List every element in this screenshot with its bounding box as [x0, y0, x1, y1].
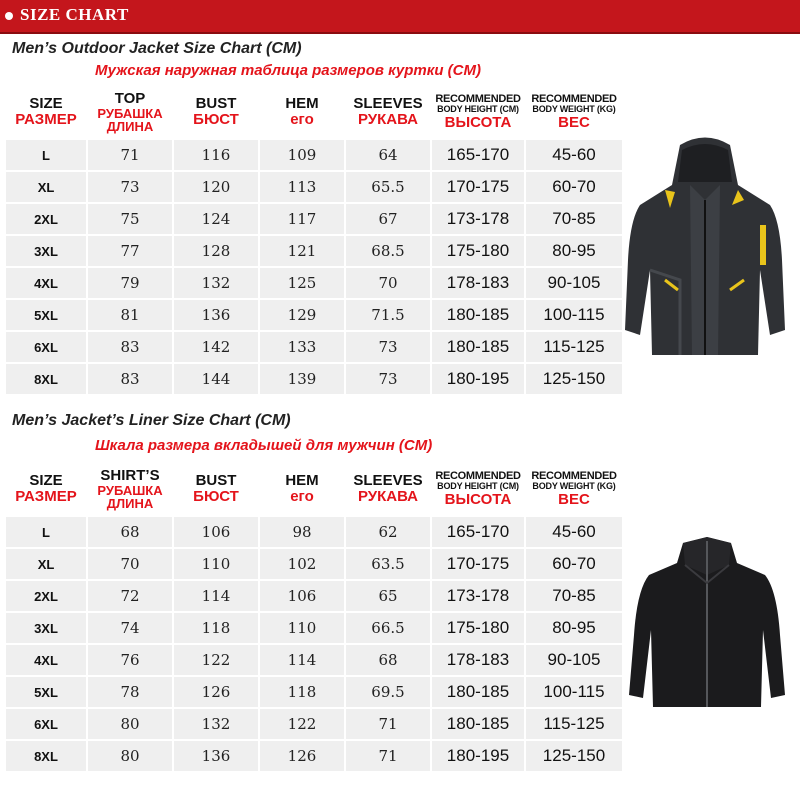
cell-bust: 136	[174, 300, 258, 330]
table-row	[6, 268, 622, 298]
cell-hem: 139	[260, 364, 344, 394]
table-row	[6, 677, 622, 707]
header-weight: RECOMMENDED BODY WEIGHT (KG) ВЕС	[526, 463, 622, 515]
cell-size: 4XL	[6, 645, 86, 675]
cell-top-length: 75	[88, 204, 172, 234]
cell-sleeves: 62	[346, 517, 430, 547]
header-hem: HEM его	[260, 463, 344, 515]
cell-hem: 110	[260, 613, 344, 643]
cell-hem: 129	[260, 300, 344, 330]
cell-hem: 118	[260, 677, 344, 707]
cell-hem: 117	[260, 204, 344, 234]
cell-sleeves: 73	[346, 364, 430, 394]
cell-bust: 132	[174, 709, 258, 739]
table-row	[6, 613, 622, 643]
cell-sleeves: 71.5	[346, 300, 430, 330]
cell-top-length: 74	[88, 613, 172, 643]
table-row	[6, 709, 622, 739]
liner-chart-title-ru: Шкала размера вкладышей для мужчин (СМ)	[95, 437, 433, 454]
cell-top-length: 81	[88, 300, 172, 330]
cell-bust: 120	[174, 172, 258, 202]
table-row	[6, 549, 622, 579]
table-header-row	[6, 463, 622, 515]
cell-top-length: 79	[88, 268, 172, 298]
cell-height: 165-170	[432, 517, 524, 547]
outdoor-size-table	[4, 84, 624, 396]
header-bust: BUST БЮСТ	[174, 86, 258, 138]
size-chart-banner	[0, 0, 800, 34]
outdoor-chart-title: Men’s Outdoor Jacket Size Chart (CM)	[12, 40, 302, 57]
cell-sleeves: 71	[346, 741, 430, 771]
cell-height: 180-185	[432, 709, 524, 739]
cell-bust: 110	[174, 549, 258, 579]
cell-height: 170-175	[432, 172, 524, 202]
cell-top-length: 80	[88, 741, 172, 771]
cell-weight: 100-115	[526, 677, 622, 707]
cell-size: XL	[6, 172, 86, 202]
cell-weight: 90-105	[526, 268, 622, 298]
cell-top-length: 80	[88, 709, 172, 739]
cell-size: L	[6, 517, 86, 547]
header-bust: BUST БЮСТ	[174, 463, 258, 515]
cell-height: 165-170	[432, 140, 524, 170]
cell-weight: 80-95	[526, 236, 622, 266]
cell-sleeves: 69.5	[346, 677, 430, 707]
table-header-row	[6, 86, 622, 138]
header-hem: HEM его	[260, 86, 344, 138]
cell-weight: 80-95	[526, 613, 622, 643]
table-row	[6, 172, 622, 202]
cell-top-length: 68	[88, 517, 172, 547]
cell-top-length: 72	[88, 581, 172, 611]
cell-size: 6XL	[6, 332, 86, 362]
cell-height: 180-195	[432, 741, 524, 771]
cell-height: 173-178	[432, 581, 524, 611]
outdoor-chart-title-ru: Мужская наружная таблица размеров куртки (СМ)	[95, 62, 481, 79]
cell-weight: 90-105	[526, 645, 622, 675]
cell-bust: 106	[174, 517, 258, 547]
cell-height: 178-183	[432, 645, 524, 675]
cell-hem: 122	[260, 709, 344, 739]
header-sleeves: SLEEVES РУКАВА	[346, 86, 430, 138]
header-weight: RECOMMENDED BODY WEIGHT (KG) ВЕС	[526, 86, 622, 138]
cell-hem: 113	[260, 172, 344, 202]
cell-hem: 109	[260, 140, 344, 170]
cell-top-length: 78	[88, 677, 172, 707]
table-row	[6, 645, 622, 675]
table-row	[6, 581, 622, 611]
header-height: RECOMMENDED BODY HEIGHT (CM) ВЫСОТА	[432, 463, 524, 515]
cell-top-length: 83	[88, 332, 172, 362]
cell-weight: 70-85	[526, 204, 622, 234]
cell-sleeves: 71	[346, 709, 430, 739]
cell-bust: 136	[174, 741, 258, 771]
cell-bust: 124	[174, 204, 258, 234]
cell-weight: 45-60	[526, 517, 622, 547]
cell-top-length: 76	[88, 645, 172, 675]
cell-sleeves: 68.5	[346, 236, 430, 266]
liner-size-table	[4, 461, 624, 773]
cell-bust: 122	[174, 645, 258, 675]
cell-bust: 132	[174, 268, 258, 298]
cell-size: 4XL	[6, 268, 86, 298]
cell-bust: 128	[174, 236, 258, 266]
cell-height: 180-185	[432, 300, 524, 330]
table-row	[6, 236, 622, 266]
cell-top-length: 73	[88, 172, 172, 202]
cell-hem: 114	[260, 645, 344, 675]
table-row	[6, 517, 622, 547]
cell-weight: 125-150	[526, 741, 622, 771]
cell-size: 6XL	[6, 709, 86, 739]
cell-size: 2XL	[6, 581, 86, 611]
cell-weight: 115-125	[526, 332, 622, 362]
header-height: RECOMMENDED BODY HEIGHT (CM) ВЫСОТА	[432, 86, 524, 138]
cell-weight: 100-115	[526, 300, 622, 330]
cell-top-length: 77	[88, 236, 172, 266]
cell-height: 175-180	[432, 236, 524, 266]
banner-title: SIZE CHART	[20, 5, 129, 24]
liner-jacket-image	[625, 535, 790, 715]
outdoor-jacket-image	[620, 130, 790, 370]
cell-hem: 133	[260, 332, 344, 362]
cell-sleeves: 66.5	[346, 613, 430, 643]
cell-hem: 102	[260, 549, 344, 579]
cell-weight: 125-150	[526, 364, 622, 394]
cell-size: XL	[6, 549, 86, 579]
cell-sleeves: 70	[346, 268, 430, 298]
cell-size: L	[6, 140, 86, 170]
cell-bust: 116	[174, 140, 258, 170]
header-shirt: SHIRT’S РУБАШКА ДЛИНА	[88, 463, 172, 515]
table-row	[6, 300, 622, 330]
table-row	[6, 741, 622, 771]
cell-size: 3XL	[6, 613, 86, 643]
cell-sleeves: 67	[346, 204, 430, 234]
cell-sleeves: 65	[346, 581, 430, 611]
cell-size: 8XL	[6, 741, 86, 771]
bullet-icon	[5, 12, 13, 20]
cell-height: 170-175	[432, 549, 524, 579]
cell-hem: 125	[260, 268, 344, 298]
cell-bust: 126	[174, 677, 258, 707]
cell-hem: 126	[260, 741, 344, 771]
cell-weight: 60-70	[526, 549, 622, 579]
cell-weight: 45-60	[526, 140, 622, 170]
table-row	[6, 140, 622, 170]
cell-hem: 106	[260, 581, 344, 611]
cell-size: 8XL	[6, 364, 86, 394]
cell-size: 5XL	[6, 300, 86, 330]
cell-bust: 118	[174, 613, 258, 643]
cell-hem: 121	[260, 236, 344, 266]
cell-sleeves: 63.5	[346, 549, 430, 579]
header-sleeves: SLEEVES РУКАВА	[346, 463, 430, 515]
cell-top-length: 70	[88, 549, 172, 579]
cell-sleeves: 64	[346, 140, 430, 170]
cell-weight: 60-70	[526, 172, 622, 202]
header-top: TOP РУБАШКА ДЛИНА	[88, 86, 172, 138]
cell-sleeves: 65.5	[346, 172, 430, 202]
cell-top-length: 83	[88, 364, 172, 394]
cell-size: 5XL	[6, 677, 86, 707]
cell-top-length: 71	[88, 140, 172, 170]
cell-sleeves: 68	[346, 645, 430, 675]
cell-bust: 142	[174, 332, 258, 362]
cell-height: 175-180	[432, 613, 524, 643]
cell-size: 2XL	[6, 204, 86, 234]
cell-bust: 144	[174, 364, 258, 394]
cell-height: 180-185	[432, 332, 524, 362]
cell-height: 178-183	[432, 268, 524, 298]
cell-weight: 115-125	[526, 709, 622, 739]
cell-height: 180-185	[432, 677, 524, 707]
table-row	[6, 364, 622, 394]
cell-height: 173-178	[432, 204, 524, 234]
table-row	[6, 332, 622, 362]
cell-size: 3XL	[6, 236, 86, 266]
header-size: SIZE РАЗМЕР	[6, 463, 86, 515]
cell-height: 180-195	[432, 364, 524, 394]
cell-sleeves: 73	[346, 332, 430, 362]
cell-hem: 98	[260, 517, 344, 547]
table-row	[6, 204, 622, 234]
cell-weight: 70-85	[526, 581, 622, 611]
header-size: SIZE РАЗМЕР	[6, 86, 86, 138]
liner-chart-title: Men’s Jacket’s Liner Size Chart (CM)	[12, 412, 291, 429]
cell-bust: 114	[174, 581, 258, 611]
